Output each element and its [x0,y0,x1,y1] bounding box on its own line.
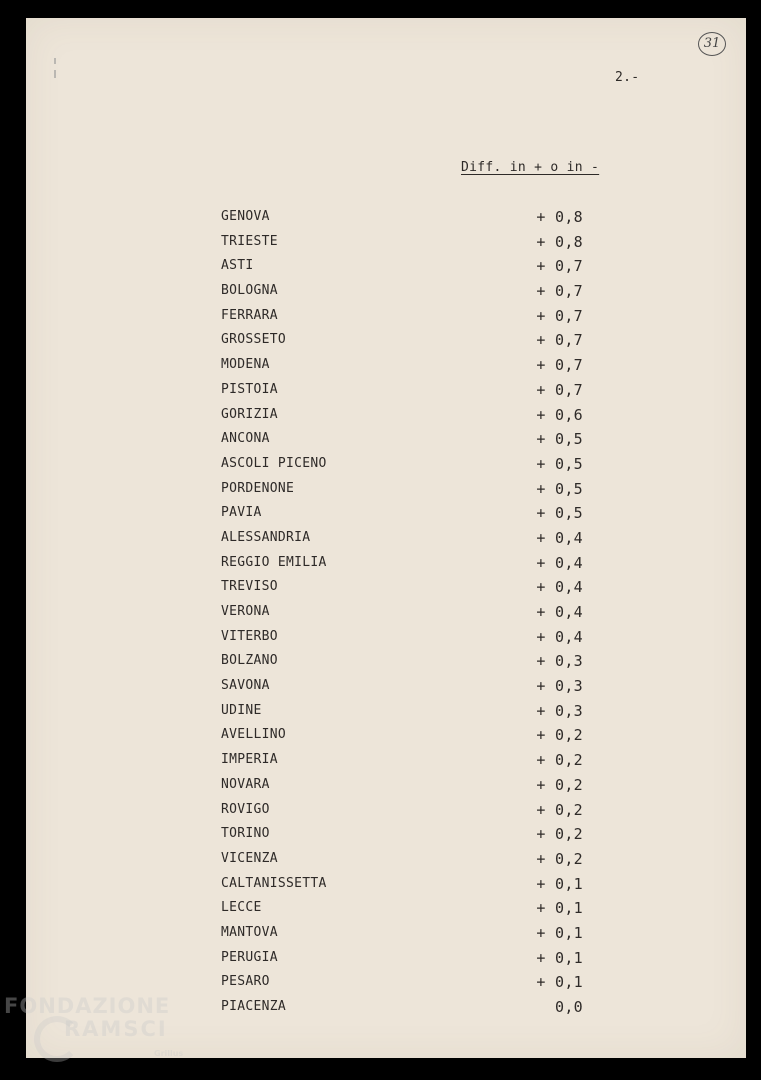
province-name: LECCE [221,900,262,916]
province-name: AVELLINO [221,727,287,743]
province-diff-value: + 0,1 [536,923,583,942]
province-diff-value: + 0,6 [536,405,583,424]
province-diff-value: + 0,1 [536,973,583,992]
province-name: MODENA [221,357,270,373]
column-header: Diff. in + o in - [461,160,600,175]
province-diff-value: + 0,5 [536,504,583,523]
province-diff-value: + 0,4 [536,578,583,597]
province-diff-value: + 0,3 [536,677,583,696]
province-diff-value: + 0,1 [536,874,583,893]
province-row [221,430,601,455]
watermark-line1: FONDAZIONE [4,994,171,1018]
province-diff-value: + 0,3 [536,701,583,720]
province-row [221,603,601,628]
province-diff-value: + 0,2 [536,726,583,745]
province-diff-value: + 0,7 [536,257,583,276]
province-name: GROSSETO [221,332,287,348]
province-name: VICENZA [221,850,278,866]
province-diff-value: + 0,7 [536,282,583,301]
province-name: PISTOIA [221,381,278,397]
province-diff-value: + 0,2 [536,849,583,868]
province-diff-value: + 0,2 [536,825,583,844]
province-diff-value: + 0,7 [536,306,583,325]
province-row [221,257,601,282]
province-diff-value: + 0,7 [536,380,583,399]
province-row [221,875,601,900]
province-row [221,850,601,875]
province-row [221,899,601,924]
province-diff-value: + 0,4 [536,528,583,547]
province-name: TRIESTE [221,233,278,249]
document-page [26,18,746,1058]
province-row [221,726,601,751]
province-name: REGGIO EMILIA [221,554,327,570]
province-name: ALESSANDRIA [221,529,311,545]
province-row [221,677,601,702]
province-name: TORINO [221,826,270,842]
province-name: NOVARA [221,776,270,792]
province-diff-value: + 0,4 [536,627,583,646]
province-name: ANCONA [221,431,270,447]
province-row [221,480,601,505]
province-row [221,356,601,381]
province-diff-value: + 0,4 [536,553,583,572]
province-name: SAVONA [221,678,270,694]
province-name: GENOVA [221,209,270,224]
province-diff-value: + 0,3 [536,652,583,671]
province-row [221,406,601,431]
province-name: ASTI [221,258,254,274]
province-diff-value: + 0,4 [536,603,583,621]
province-row [221,331,601,356]
province-name: VITERBO [221,628,278,644]
province-row [221,998,601,1023]
province-row [221,578,601,603]
province-row [221,381,601,406]
province-name: PIACENZA [221,999,287,1014]
province-diff-value: + 0,2 [536,800,583,819]
province-name: CALTANISSETTA [221,875,327,891]
province-name: FERRARA [221,307,278,323]
province-row [221,307,601,332]
province-name: BOLZANO [221,653,278,669]
province-diff-value: + 0,1 [536,899,583,918]
province-row [221,801,601,826]
province-row [221,924,601,949]
province-name: ASCOLI PICENO [221,455,327,471]
province-row [221,233,601,258]
watermark-logo [4,994,184,1058]
province-row [221,628,601,653]
province-name: BOLOGNA [221,283,278,299]
province-name: ROVIGO [221,801,270,817]
province-name: VERONA [221,604,270,619]
page-number: 2.- [615,70,640,85]
province-diff-value: + 0,5 [536,454,583,473]
province-name: MANTOVA [221,924,278,940]
province-row [221,825,601,850]
province-name: PESARO [221,974,270,990]
province-name: PERUGIA [221,949,278,965]
watermark-g-icon [34,1016,80,1062]
province-name: PAVIA [221,505,262,521]
province-row [221,751,601,776]
province-row [221,949,601,974]
province-diff-value: + 0,7 [536,356,583,375]
province-row [221,282,601,307]
province-row [221,702,601,727]
province-row [221,973,601,998]
province-name: IMPERIA [221,752,278,768]
province-diff-value: + 0,7 [536,331,583,350]
province-name: PORDENONE [221,480,295,496]
province-diff-value: + 0,5 [536,479,583,498]
watermark-small: Grillus [154,1049,184,1058]
province-diff-value: + 0,8 [536,232,583,251]
province-row [221,529,601,554]
province-list [221,208,601,1023]
province-name: UDINE [221,702,262,718]
province-row [221,208,601,233]
province-diff-value: + 0,2 [536,751,583,770]
province-diff-value: + 0,2 [536,775,583,794]
province-row [221,554,601,579]
province-diff-value: 0,0 [555,998,583,1016]
province-diff-value: + 0,1 [536,948,583,967]
province-name: GORIZIA [221,406,278,422]
province-row [221,652,601,677]
province-row [221,504,601,529]
province-diff-value: + 0,5 [536,430,583,449]
margin-mark [54,58,56,78]
watermark-line2: RAMSCI [64,1017,168,1041]
archive-stamp: 31 [698,32,726,56]
province-name: TREVISO [221,579,278,595]
province-row [221,776,601,801]
province-diff-value: + 0,8 [536,208,583,226]
province-row [221,455,601,480]
